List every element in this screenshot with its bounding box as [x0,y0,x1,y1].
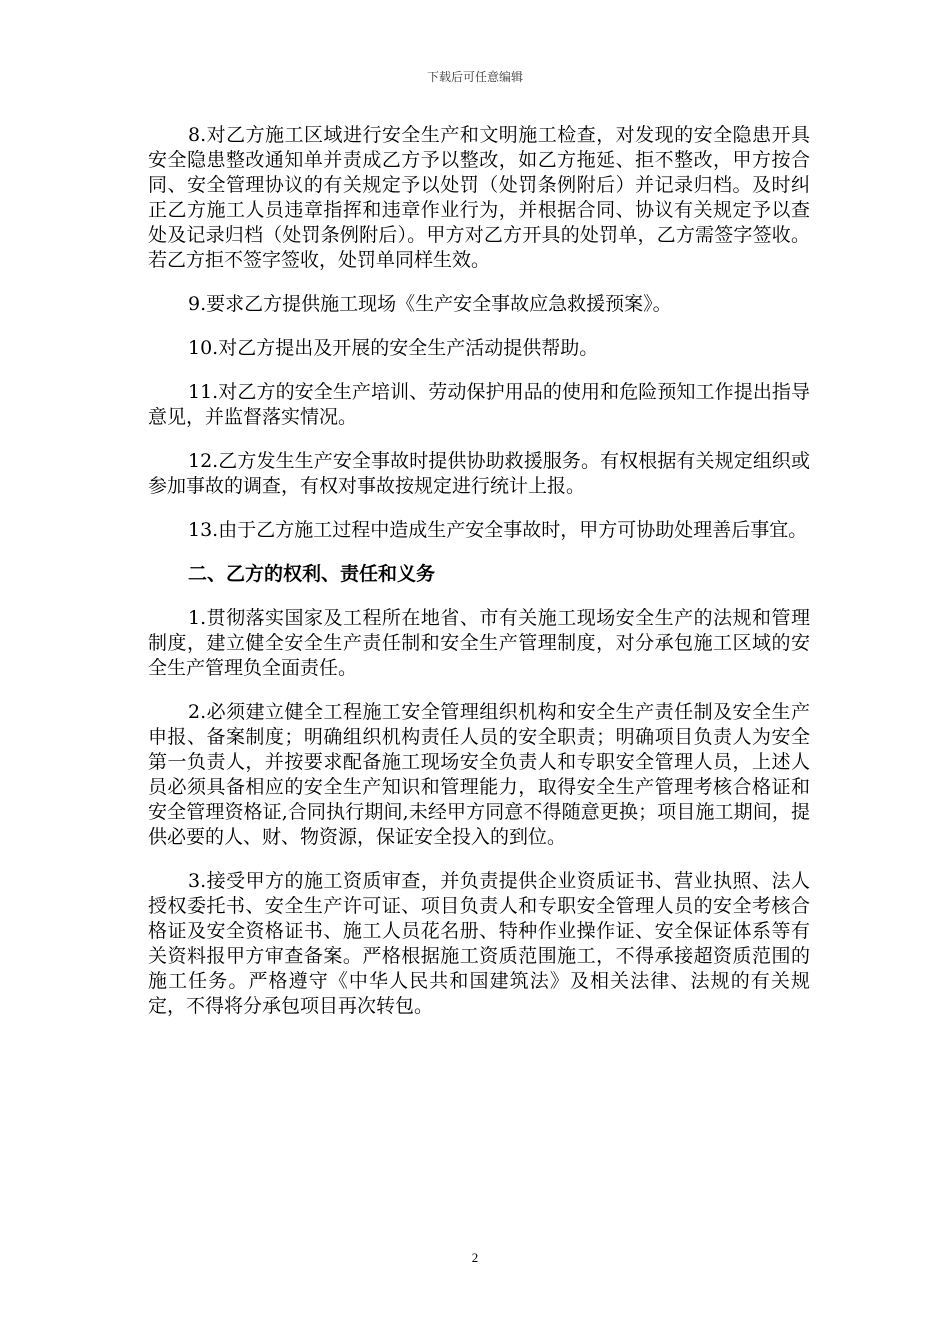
section-heading: 二、乙方的权利、责任和义务 [188,563,436,585]
header-note: 下载后可任意编辑 [426,70,523,84]
paragraph-b-item-1: 1.贯彻落实国家及工程所在地省、市有关施工现场安全生产的法规和管理制度，建立健全安全生产责任制和安全生产管理制度，对分承包施工区域的安全生产管理负全面责任。 [148,607,810,679]
paragraph-item-13: 13.由于乙方施工过程中造成生产安全事故时，甲方可协助处理善后事宜。 [188,519,808,541]
paragraph-b-item-2: 2.必须建立健全工程施工安全管理组织机构和安全生产责任制及安全生产申报、备案制度；明确组织机构责任人员的安全职责；明确项目负责人为安全第一负责人，并按要求配备施工现场安全负责人和专职安全管理人员，上述人员必须具备相应的安全生产知识和管理能力，取得安全生产管理考核合格证和安全管理资格证,合同执行期间,未经甲方同意不得随意更换；项目施工期间，提供必要的人、财、物资源，保证安全投入的到位。 [148,701,810,848]
paragraph-item-9: 9.要求乙方提供施工现场《生产安全事故应急救援预案》。 [188,293,672,315]
paragraph-item-10: 10.对乙方提出及开展的安全生产活动提供帮助。 [188,337,599,359]
paragraph-item-11: 11.对乙方的安全生产培训、劳动保护用品的使用和危险预知工作提出指导意见，并监督落实情况。 [148,381,810,428]
paragraph-item-12: 12.乙方发生生产安全事故时提供协助救援服务。有权根据有关规定组织或参加事故的调查，有权对事故按规定进行统计上报。 [148,450,810,497]
document-body [148,123,810,1038]
page-number: 2 [471,1250,479,1265]
paragraph-b-item-3: 3.接受甲方的施工资质审查，并负责提供企业资质证书、营业执照、法人授权委托书、安全生产许可证、项目负责人和专职安全管理人员的安全考核合格证及安全资格证书、施工人员花名册、特种作业操作证、安全保证体系等有关资料报甲方审查备案。严格根据施工资质范围施工，不得承接超资质范围的施工任务。严格遵守《中华人民共和国建筑法》及相关法律、法规的有关规定，不得将分承包项目再次转包。 [148,870,810,1017]
paragraph-item-8: 8.对乙方施工区域进行安全生产和文明施工检查，对发现的安全隐患开具安全隐患整改通知单并责成乙方予以整改，如乙方拖延、拒不整改，甲方按合同、安全管理协议的有关规定予以处罚（处罚条例附后）并记录归档。及时纠正乙方施工人员违章指挥和违章作业行为，并根据合同、协议有关规定予以查处及记录归档（处罚条例附后）。甲方对乙方开具的处罚单，乙方需签字签收。若乙方拒不签字签收，处罚单同样生效。 [148,124,810,271]
